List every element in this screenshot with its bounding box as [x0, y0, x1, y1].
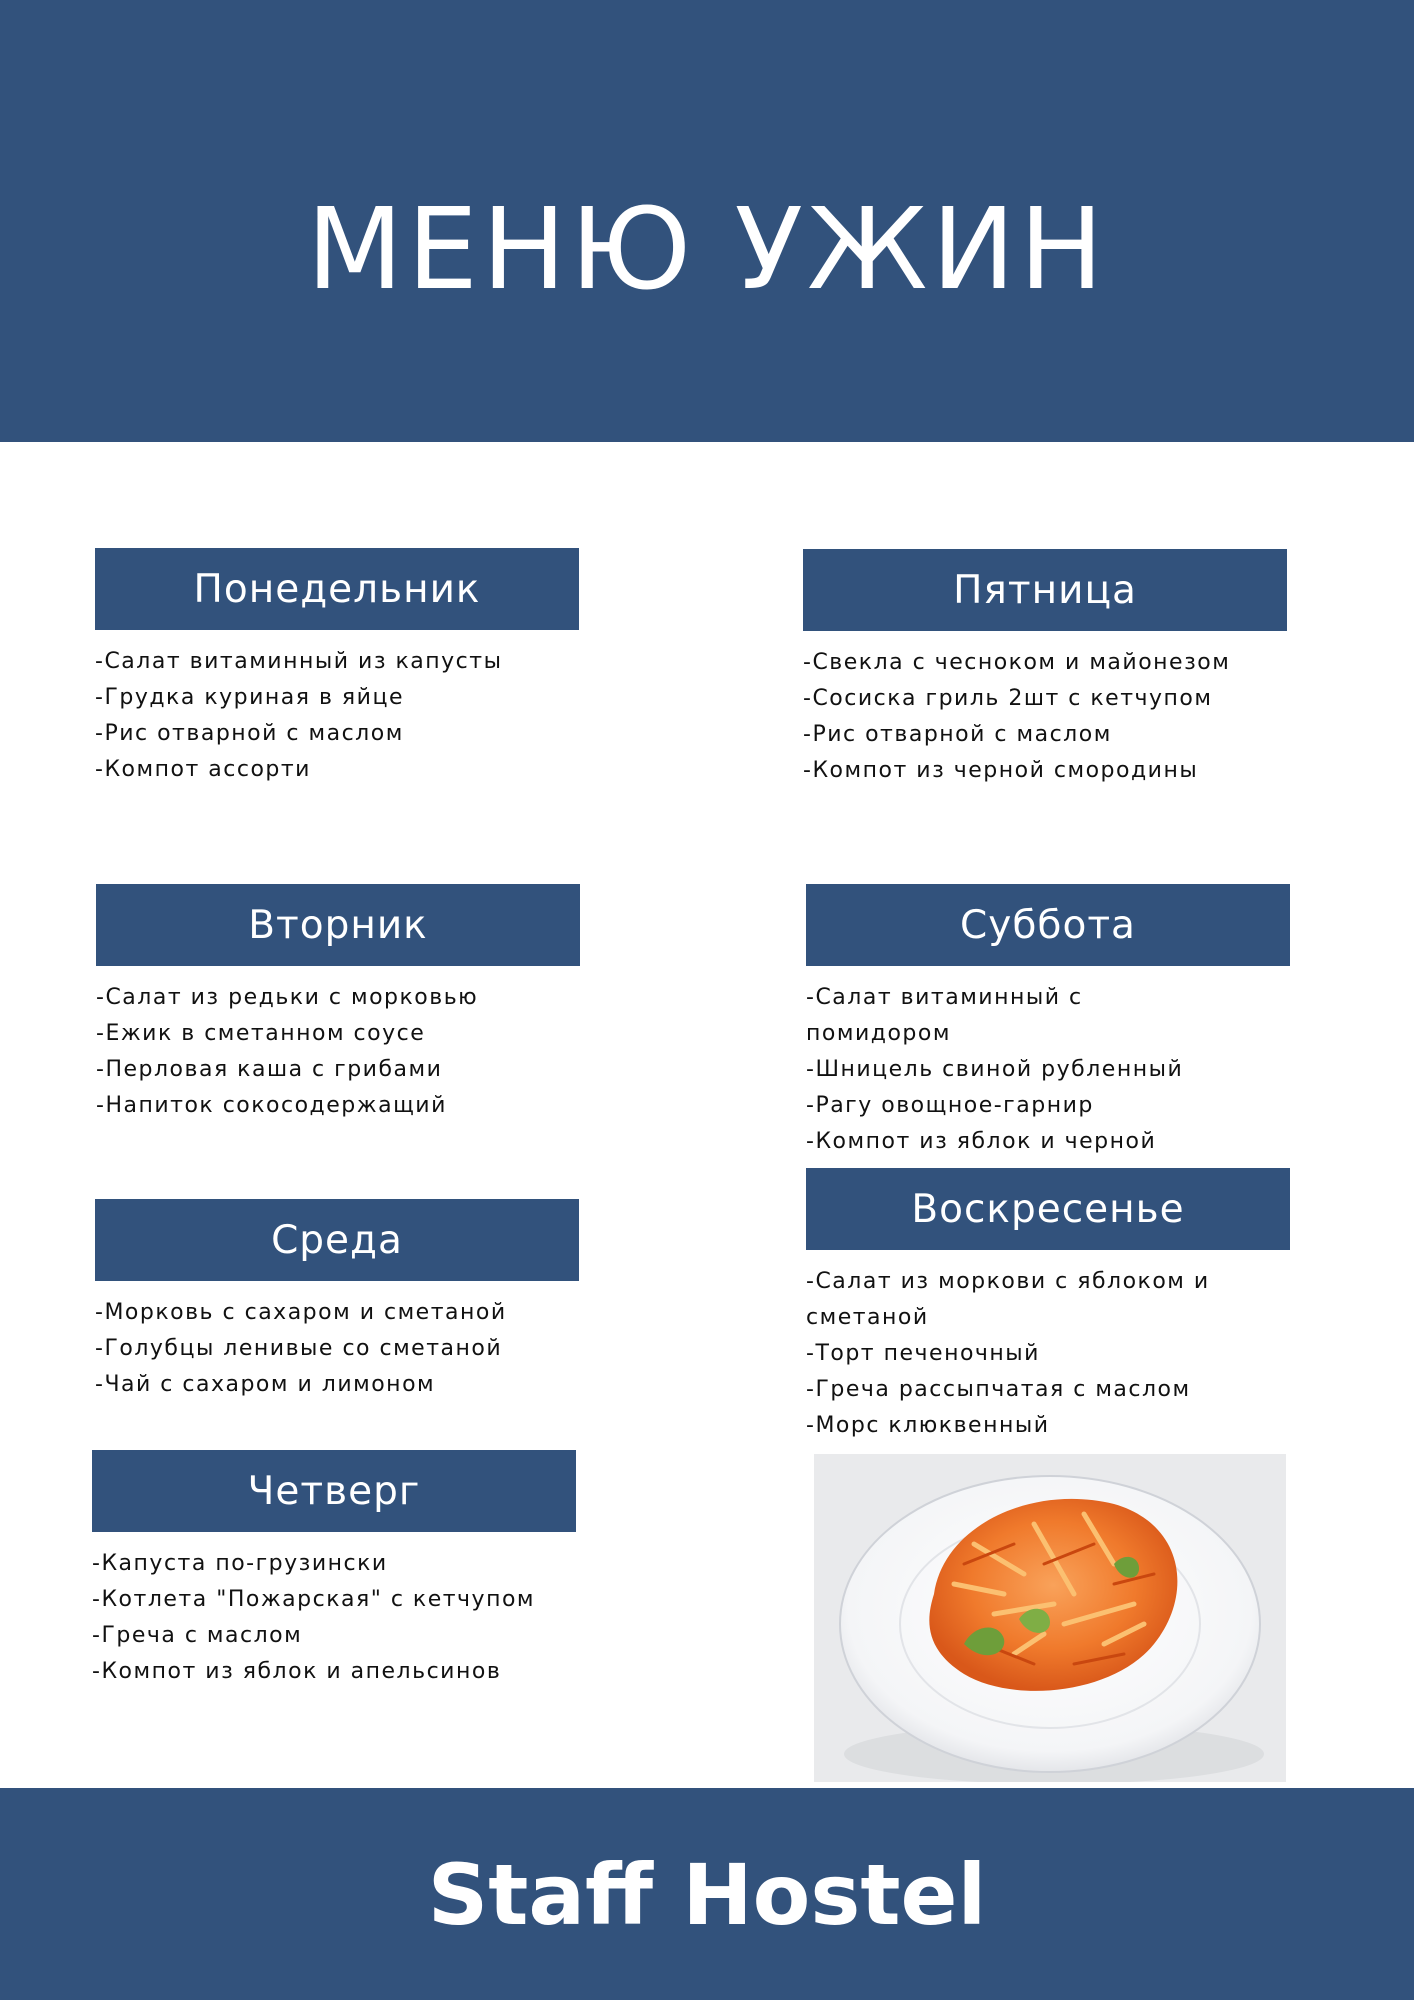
menu-item: -Морс клюквенный	[806, 1413, 1050, 1438]
menu-item: -Рагу овощное-гарнир	[806, 1093, 1094, 1118]
menu-item: -Греча с маслом	[92, 1623, 303, 1648]
menu-item: -Сосиска гриль 2шт с кетчупом	[803, 686, 1213, 711]
menu-item: -Ежик в сметанном соусе	[96, 1021, 426, 1046]
menu-item: -Перловая каша с грибами	[96, 1057, 443, 1082]
menu-list-wednesday	[95, 1295, 579, 1403]
menu-item: -Напиток сокосодержащий	[96, 1093, 447, 1118]
day-wednesday	[95, 1199, 579, 1403]
menu-item: -Шницель свиной рубленный	[806, 1057, 1184, 1082]
day-tuesday	[96, 884, 580, 1124]
menu-item: -Торт печеночный	[806, 1341, 1040, 1366]
day-friday	[803, 549, 1287, 789]
footer-title: Staff Hostel	[427, 1846, 987, 1944]
menu-item: -Компот из яблок и черной	[806, 1129, 1157, 1154]
day-sunday	[806, 1168, 1290, 1444]
day-header-friday: Пятница	[803, 549, 1287, 631]
day-header-saturday: Суббота	[806, 884, 1290, 966]
day-thursday	[92, 1450, 576, 1690]
carrot-salad-photo	[814, 1454, 1286, 1782]
menu-item: -Рис отварной с маслом	[803, 722, 1112, 747]
day-header-monday: Понедельник	[95, 548, 579, 630]
day-header-tuesday: Вторник	[96, 884, 580, 966]
menu-item: -Капуста по-грузински	[92, 1551, 388, 1576]
day-header-thursday: Четверг	[92, 1450, 576, 1532]
menu-item: -Голубцы ленивые со сметаной	[95, 1336, 503, 1361]
menu-item: -Котлета "Пожарская" с кетчупом	[92, 1587, 536, 1612]
menu-item: -Свекла с чесноком и майонезом	[803, 650, 1231, 675]
menu-item: -Морковь с сахаром и сметаной	[95, 1300, 507, 1325]
menu-list-tuesday	[96, 980, 580, 1124]
menu-item: -Компот из черной смородины	[803, 758, 1199, 783]
menu-item: -Рис отварной с маслом	[95, 721, 404, 746]
menu-list-friday	[803, 645, 1287, 789]
menu-item: -Чай с сахаром и лимоном	[95, 1372, 436, 1397]
day-monday	[95, 548, 579, 788]
menu-list-thursday	[92, 1546, 576, 1690]
menu-item: -Салат витаминный с помидором	[806, 985, 1083, 1046]
page-title: МЕНЮ УЖИН	[306, 185, 1108, 315]
menu-item: -Греча рассыпчатая с маслом	[806, 1377, 1191, 1402]
menu-item: -Грудка куриная в яйце	[95, 685, 404, 710]
menu-item: -Салат из моркови с яблоком и сметаной	[806, 1269, 1210, 1330]
day-saturday	[806, 884, 1290, 1196]
menu-item: -Салат из редьки с морковью	[96, 985, 479, 1010]
menu-item: -Компот из яблок и апельсинов	[92, 1659, 502, 1684]
menu-list-sunday	[806, 1264, 1226, 1444]
salad-plate-illustration	[814, 1454, 1286, 1782]
day-header-wednesday: Среда	[95, 1199, 579, 1281]
menu-list-monday	[95, 644, 579, 788]
menu-item: -Компот ассорти	[95, 757, 311, 782]
menu-item: -Салат витаминный из капусты	[95, 649, 503, 674]
menu-list-saturday	[806, 980, 1226, 1196]
day-header-sunday: Воскресенье	[806, 1168, 1290, 1250]
